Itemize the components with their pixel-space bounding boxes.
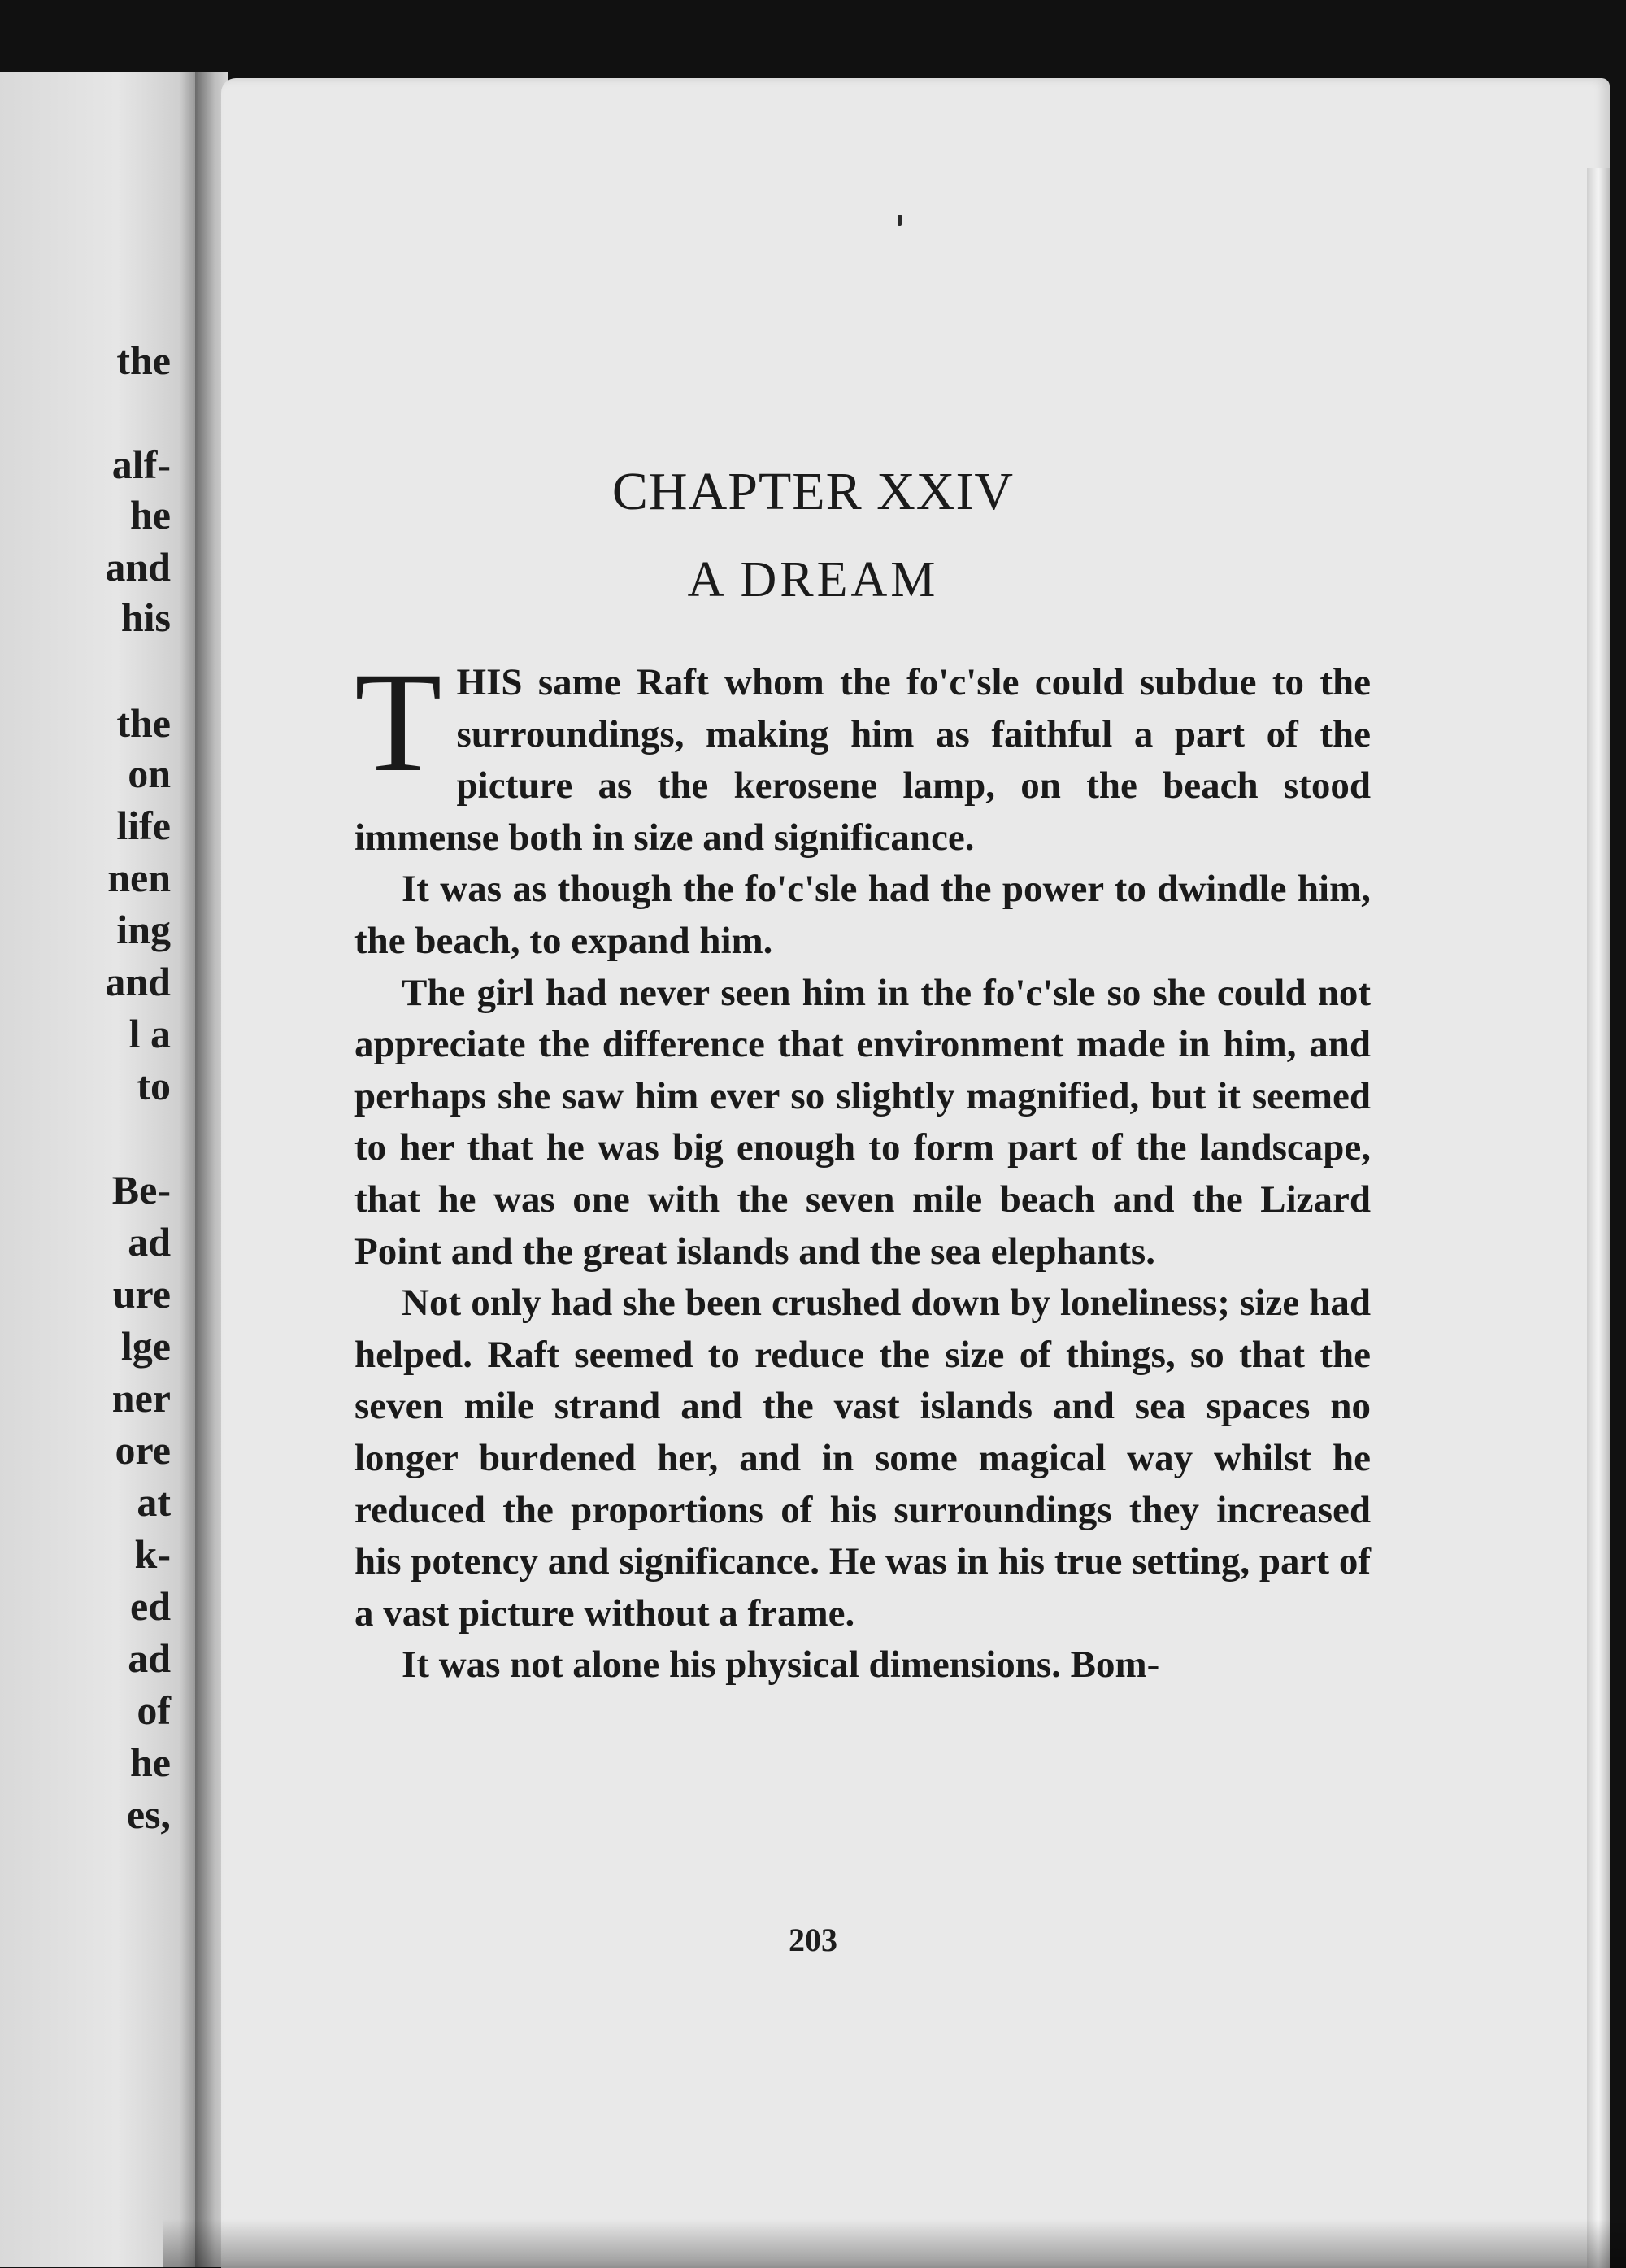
- left-line-fragment: the: [116, 700, 171, 746]
- paragraph-text: Not only had she been crushed down by loneliness; size had helped. Raft seemed to reduce the size of things, so that the seven mile strand and the vast islands and sea spaces no longer burdened her, and in some magical way whilst he reduced the proportions of his surroundings they increased his potency and significance. He was in his true setting, part of a vast picture without a frame.: [354, 1282, 1371, 1635]
- paragraph-text: It was not alone his physical dimensions. Bom-: [402, 1643, 1160, 1687]
- paragraph: [354, 968, 1371, 1278]
- left-line-fragment: at: [137, 1479, 171, 1525]
- left-line-fragment: Be-: [111, 1167, 171, 1212]
- left-line-fragment: k-: [134, 1531, 171, 1577]
- left-line-fragment: alf-: [111, 442, 171, 487]
- left-line-fragment: of: [137, 1687, 171, 1733]
- paragraph: [354, 1639, 1371, 1691]
- left-line-fragment: the: [116, 337, 171, 383]
- ink-speck: [898, 215, 902, 226]
- paragraph-text: The girl had never seen him in the fo'c'sle so she could not appreciate the difference that environment made in him, and perhaps she saw him ever so slightly magnified, but it seemed to her that he was big enough to form part of the landscape, that he was one with the seven mile beach and the Lizard Point and the great islands and the sea elephants.: [354, 971, 1371, 1273]
- left-line-fragment: ad: [128, 1219, 171, 1265]
- left-line-fragment: on: [128, 751, 171, 796]
- paragraph: [354, 864, 1371, 967]
- paragraph-text: It was as though the fo'c'sle had the power to dwindle him, the beach, to expand him.: [354, 868, 1371, 962]
- left-line-fragment: he: [130, 492, 171, 538]
- left-line-fragment: ad: [128, 1635, 171, 1681]
- chapter-title: A DREAM: [687, 552, 939, 607]
- chapter-body: [354, 643, 1371, 1691]
- paragraph-text: HIS same Raft whom the fo'c'sle could subdue to the surroundings, making him as faithful a part of the picture as the kerosene lamp, on the beach stood immense both in size and significance.: [354, 661, 1371, 859]
- left-line-fragment: ore: [115, 1427, 171, 1473]
- paragraph: [354, 643, 1371, 864]
- left-line-fragment: ing: [116, 907, 171, 952]
- drop-cap: T: [354, 643, 442, 802]
- scan-bottom-shadow: [163, 2219, 1626, 2268]
- left-line-fragment: and: [105, 544, 171, 590]
- left-line-fragment: ure: [112, 1271, 171, 1317]
- left-line-fragment: es,: [126, 1791, 171, 1837]
- page-number: 203: [789, 1922, 837, 1958]
- left-line-fragment: to: [137, 1063, 171, 1108]
- chapter-heading: CHAPTER XXIV: [611, 462, 1015, 521]
- left-line-fragment: life: [116, 803, 171, 848]
- left-line-fragment: nen: [107, 855, 171, 900]
- left-line-fragment: his: [120, 594, 171, 640]
- paragraph: [354, 1278, 1371, 1639]
- left-line-fragment: and: [105, 959, 171, 1004]
- left-line-fragment: lge: [120, 1323, 171, 1369]
- left-line-fragment: ner: [111, 1375, 171, 1421]
- left-line-fragment: l a: [128, 1011, 171, 1056]
- left-line-fragment: ed: [130, 1583, 171, 1629]
- left-line-fragment: he: [130, 1739, 171, 1785]
